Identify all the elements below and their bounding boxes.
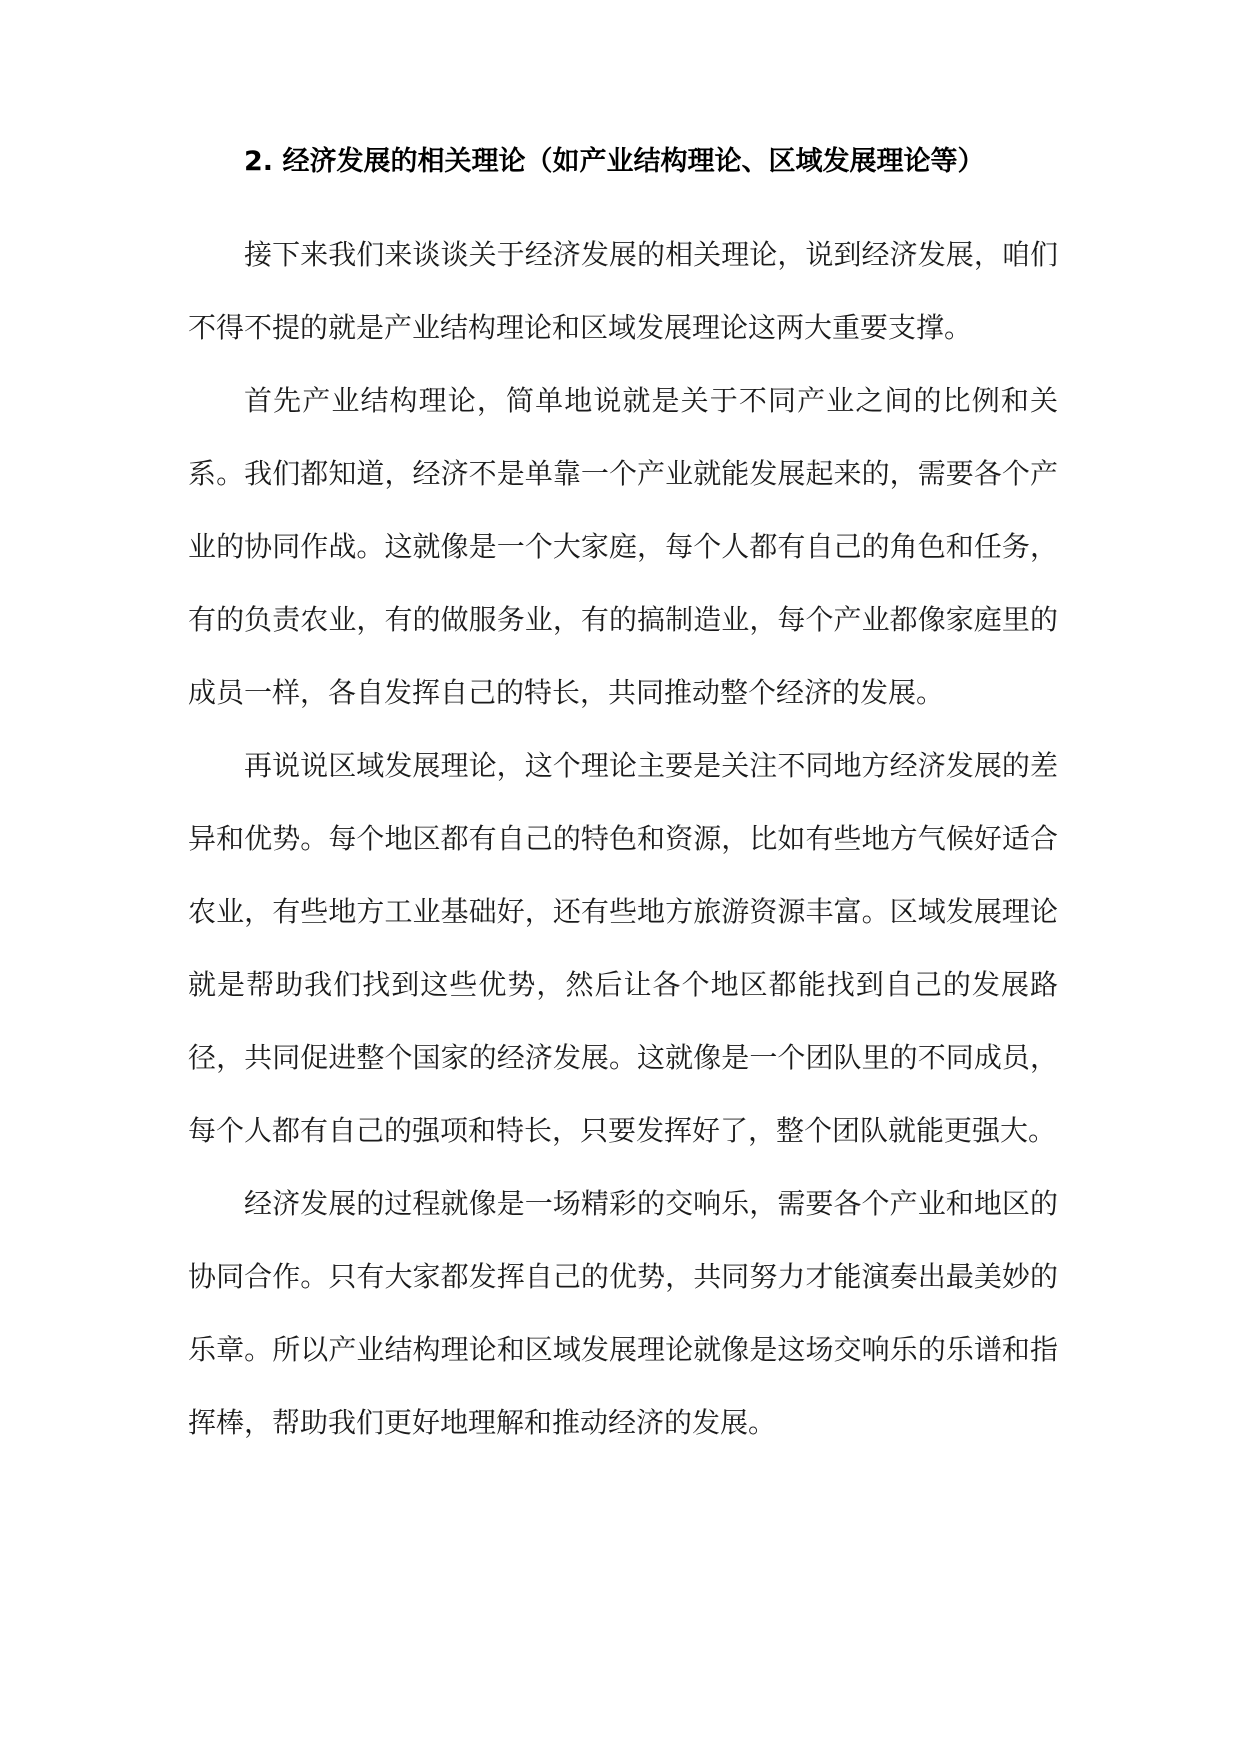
- paragraph-industrial-structure: 首先产业结构理论，简单地说就是关于不同产业之间的比例和关系。我们都知道，经济不是单靠一个产业就能发展起来的，需要各个产业的协同作战。这就像是一个大家庭，每个人都有自己的角色和任务，有的负责农业，有的做服务业，有的搞制造业，每个产业都像家庭里的成员一样，各自发挥自己的特长，共同推动整个经济的发展。: [188, 384, 1058, 709]
- section-heading: 2. 经济发展的相关理论（如产业结构理论、区域发展理论等）: [244, 146, 985, 177]
- document-body: [188, 218, 1058, 1459]
- paragraph-regional-development: 再说说区域发展理论，这个理论主要是关注不同地方经济发展的差异和优势。每个地区都有自己的特色和资源，比如有些地方气候好适合农业，有些地方工业基础好，还有些地方旅游资源丰富。区域发展理论就是帮助我们找到这些优势，然后让各个地区都能找到自己的发展路径，共同促进整个国家的经济发展。这就像是一个团队里的不同成员，每个人都有自己的强项和特长，只要发挥好了，整个团队就能更强大。: [188, 749, 1058, 1147]
- paragraph-intro: 接下来我们来谈谈关于经济发展的相关理论，说到经济发展，咱们不得不提的就是产业结构理论和区域发展理论这两大重要支撑。: [188, 238, 1058, 344]
- paragraph-conclusion: 经济发展的过程就像是一场精彩的交响乐，需要各个产业和地区的协同合作。只有大家都发挥自己的优势，共同努力才能演奏出最美妙的乐章。所以产业结构理论和区域发展理论就像是这场交响乐的乐谱和指挥棒，帮助我们更好地理解和推动经济的发展。: [188, 1187, 1058, 1439]
